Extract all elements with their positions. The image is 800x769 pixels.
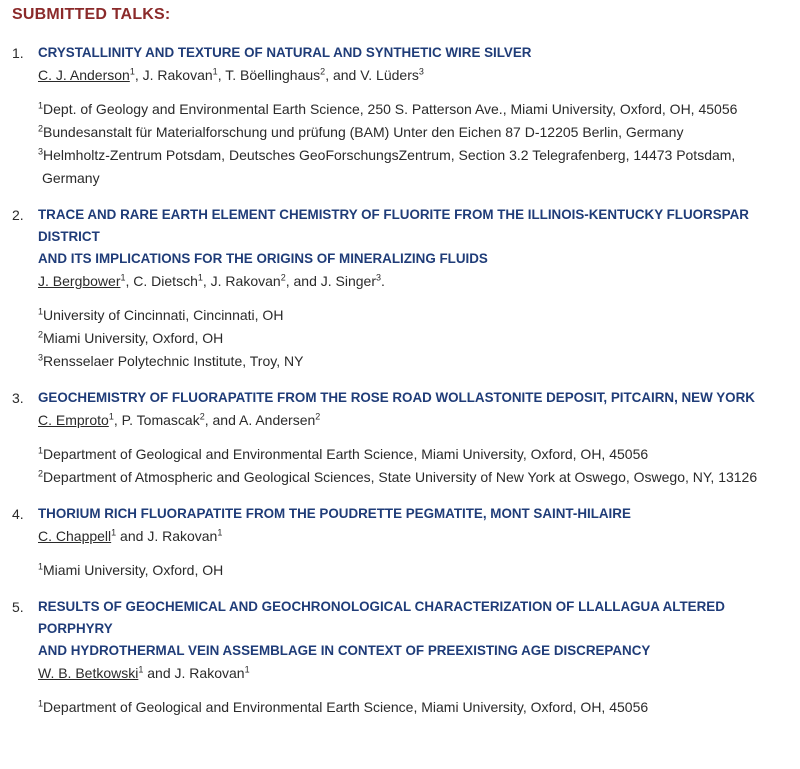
talk-body: [38, 596, 788, 719]
affiliation-number: 1: [38, 698, 44, 709]
author-separator: and: [143, 665, 175, 681]
talk-item: [12, 204, 788, 373]
affiliation-marker: 1: [217, 527, 223, 538]
co-author: J. Singer: [320, 273, 376, 289]
affiliation-marker: 3: [376, 272, 382, 283]
co-author: T. Böellinghaus: [225, 67, 321, 83]
talk-title: [38, 42, 788, 64]
author-list: [38, 525, 788, 547]
talk-title: [38, 503, 788, 525]
presenting-author: C. Emproto: [38, 412, 109, 428]
affiliation-number: 1: [38, 561, 44, 572]
talk-item: [12, 596, 788, 719]
affiliation: [38, 327, 788, 350]
talk-body: [38, 204, 788, 373]
co-author: P. Tomascak: [121, 412, 200, 428]
affiliation-text: Department of Atmospheric and Geological Sciences, State University of New York at Oswego, Oswego, NY, 13126: [43, 469, 758, 485]
author-list-end: .: [381, 273, 385, 289]
affiliation: [38, 696, 788, 719]
affiliation-marker: 3: [418, 66, 424, 77]
talk-body: [38, 387, 788, 489]
co-author: C. Dietsch: [133, 273, 198, 289]
co-author: J. Rakovan: [147, 528, 218, 544]
affiliation-number: 1: [38, 306, 44, 317]
author-separator: , and: [285, 273, 321, 289]
presenting-author: W. B. Betkowski: [38, 665, 139, 681]
author-separator: ,: [217, 67, 226, 83]
author-separator: ,: [113, 412, 122, 428]
talk-body: [38, 503, 788, 582]
affiliation-marker: 1: [120, 272, 126, 283]
author-list: [38, 409, 788, 431]
co-author: J. Rakovan: [142, 67, 213, 83]
affiliation-marker: 1: [111, 527, 117, 538]
affiliation-text: Helmholtz-Zentrum Potsdam, Deutsches GeoForschungsZentrum, Section 3.2 Telegrafenberg, 14473 Potsdam,: [43, 147, 736, 163]
affiliation-number: 3: [38, 352, 44, 363]
affiliation: [38, 98, 788, 121]
affiliation-marker: 1: [129, 66, 135, 77]
author-separator: and: [116, 528, 148, 544]
talk-title-line: AND HYDROTHERMAL VEIN ASSEMBLAGE IN CONTEXT OF PREEXISTING AGE DISCREPANCY: [38, 643, 651, 658]
affiliation-text: Department of Geological and Environmental Earth Science, Miami University, Oxford, OH, 45056: [43, 699, 649, 715]
affiliation-text: Bundesanstalt für Materialforschung und prüfung (BAM) Unter den Eichen 87 D-12205 Berlin, Germany: [43, 124, 684, 140]
affiliation: [38, 559, 788, 582]
presenting-author: C. Chappell: [38, 528, 112, 544]
talk-title-line: AND ITS IMPLICATIONS FOR THE ORIGINS OF MINERALIZING FLUIDS: [38, 251, 488, 266]
affiliation-marker: 2: [320, 66, 326, 77]
affiliation: [38, 144, 788, 190]
talk-number: 3.: [12, 390, 24, 406]
affiliation: [38, 304, 788, 327]
author-separator: ,: [134, 67, 143, 83]
affiliation-number: 2: [38, 123, 44, 134]
talk-body: [38, 42, 788, 190]
talk-title-line: TRACE AND RARE EARTH ELEMENT CHEMISTRY OF FLUORITE FROM THE ILLINOIS-KENTUCKY FLUORSPAR DISTRICT: [38, 207, 749, 244]
talk-number: 4.: [12, 506, 24, 522]
author-list: [38, 64, 788, 86]
affiliation-marker: 1: [108, 411, 114, 422]
author-list: [38, 662, 788, 684]
talk-title: [38, 596, 788, 662]
affiliation-marker: 1: [244, 664, 250, 675]
affiliation-marker: 2: [280, 272, 286, 283]
author-separator: , and: [325, 67, 361, 83]
affiliation-text: Germany: [42, 170, 100, 186]
author-separator: , and: [204, 412, 239, 428]
affiliation-number: 2: [38, 329, 44, 340]
affiliation: [38, 466, 788, 489]
co-author: J. Rakovan: [210, 273, 281, 289]
talk-title-line: GEOCHEMISTRY OF FLUORAPATITE FROM THE ROSE ROAD WOLLASTONITE DEPOSIT, PITCAIRN, NEW YORK: [38, 390, 755, 405]
affiliation-marker: 1: [212, 66, 218, 77]
affiliation-marker: 1: [138, 664, 144, 675]
affiliation: [38, 121, 788, 144]
affiliation-text: Department of Geological and Environmental Earth Science, Miami University, Oxford, OH, 45056: [43, 446, 649, 462]
author-separator: ,: [202, 273, 211, 289]
talk-number: 2.: [12, 207, 24, 223]
affiliation: [38, 443, 788, 466]
affiliation-marker: 1: [197, 272, 203, 283]
talk-list: [12, 42, 788, 719]
talk-item: [12, 503, 788, 582]
talk-item: [12, 42, 788, 190]
affiliation-number: 2: [38, 468, 44, 479]
talk-title-line: CRYSTALLINITY AND TEXTURE OF NATURAL AND SYNTHETIC WIRE SILVER: [38, 45, 532, 60]
affiliation-text: Miami University, Oxford, OH: [43, 330, 224, 346]
affiliation-text: Dept. of Geology and Environmental Earth Science, 250 S. Patterson Ave., Miami University, Oxford, OH, 45056: [43, 101, 738, 117]
talk-title: [38, 204, 788, 270]
affiliation-number: 1: [38, 100, 44, 111]
presenting-author: J. Bergbower: [38, 273, 121, 289]
affiliation-number: 1: [38, 445, 44, 456]
section-title: SUBMITTED TALKS:: [12, 6, 171, 23]
talk-number: 5.: [12, 599, 24, 615]
talk-title-line: THORIUM RICH FLUORAPATITE FROM THE POUDRETTE PEGMATITE, MONT SAINT-HILAIRE: [38, 506, 631, 521]
affiliation: [38, 350, 788, 373]
presenting-author: C. J. Anderson: [38, 67, 130, 83]
talk-title-line: RESULTS OF GEOCHEMICAL AND GEOCHRONOLOGICAL CHARACTERIZATION OF LLALLAGUA ALTERED PORPHYRY: [38, 599, 725, 636]
affiliation-text: Rensselaer Polytechnic Institute, Troy, NY: [43, 353, 304, 369]
talk-title: [38, 387, 788, 409]
co-author: A. Andersen: [238, 412, 316, 428]
affiliation-text: University of Cincinnati, Cincinnati, OH: [43, 307, 284, 323]
talk-number: 1.: [12, 45, 24, 61]
affiliation-text: Miami University, Oxford, OH: [43, 562, 224, 578]
author-list: [38, 270, 788, 292]
co-author: V. Lüders: [360, 67, 419, 83]
talk-item: [12, 387, 788, 489]
affiliation-marker: 2: [315, 411, 321, 422]
affiliation-number: 3: [38, 146, 44, 157]
co-author: J. Rakovan: [174, 665, 245, 681]
author-separator: ,: [125, 273, 134, 289]
affiliation-marker: 2: [199, 411, 205, 422]
